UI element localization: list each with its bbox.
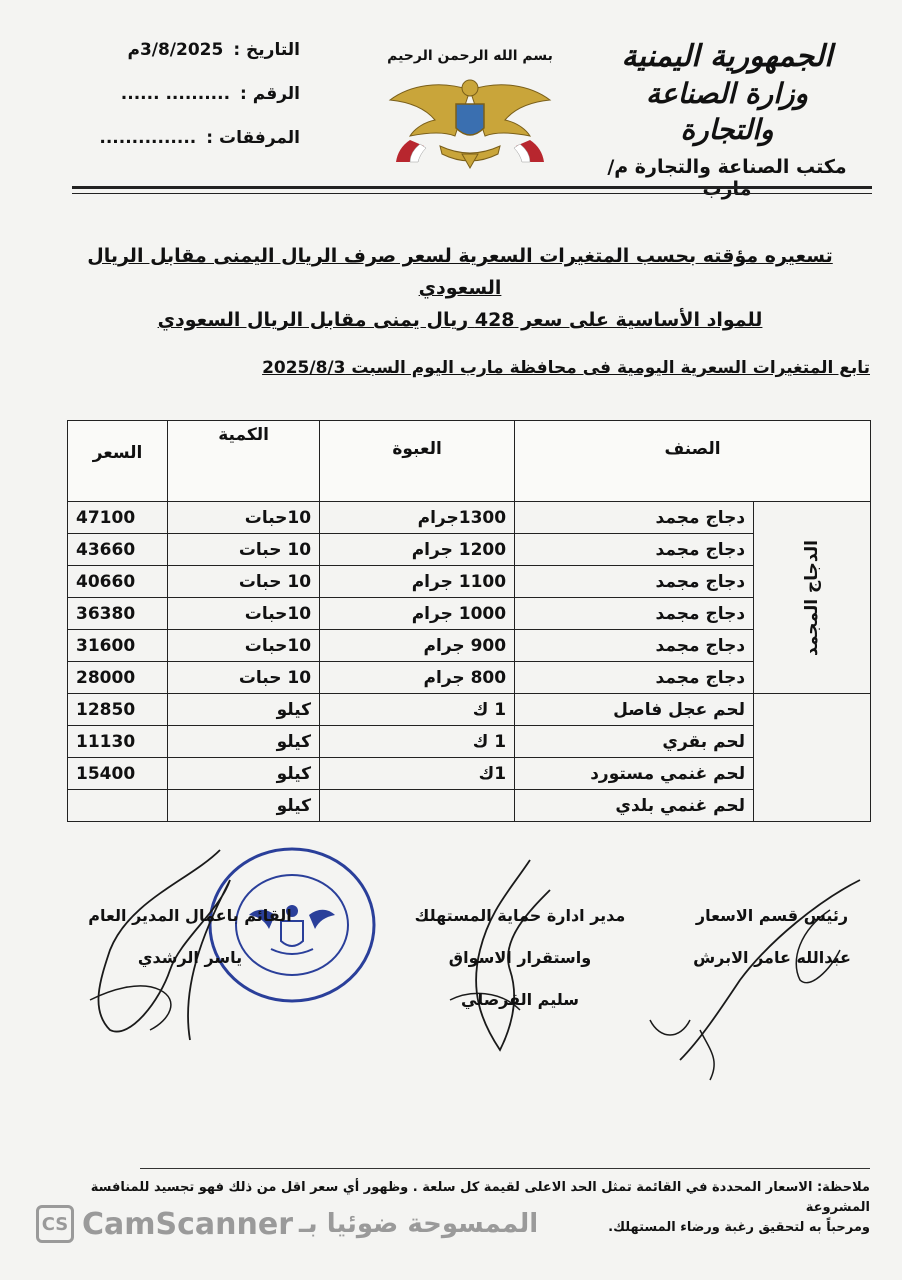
table-row <box>68 630 871 662</box>
title-line-2: للمواد الأساسية على سعر 428 ريال يمنى مقابل الريال السعودي <box>157 309 763 331</box>
camscanner-name: CamScanner <box>82 1206 294 1242</box>
cell-price: 28000 <box>68 662 168 694</box>
cell-price: 11130 <box>68 726 168 758</box>
cell-item: دجاج مجمد <box>515 598 754 630</box>
table-row <box>68 694 871 726</box>
cell-qty: كيلو <box>168 726 320 758</box>
cell-price: 15400 <box>68 758 168 790</box>
camscanner-logo-icon: CS <box>36 1205 74 1243</box>
number-row <box>70 72 300 116</box>
cell-qty: 10 حبات <box>168 566 320 598</box>
cell-pack: 1300جرام <box>320 502 515 534</box>
cell-qty: كيلو <box>168 758 320 790</box>
date-label: التاريخ : <box>233 40 300 60</box>
header-qty: الكمية <box>168 421 320 502</box>
cell-qty: كيلو <box>168 694 320 726</box>
cell-pack <box>320 790 515 822</box>
table-row <box>68 598 871 630</box>
cell-pack: 800 جرام <box>320 662 515 694</box>
cell-qty: 10حبات <box>168 598 320 630</box>
yemen-emblem-icon <box>370 70 570 174</box>
signature-prices-head <box>672 895 872 979</box>
category-cell <box>754 502 871 694</box>
note-line-1: ملاحظة: الاسعار المحددة في القائمة تمثل الحد الاعلى لقيمة كل سلعة . وظهور أي سعر اقل من ذلك فهو تجسيد للمنافسة المشروعة <box>90 1180 870 1215</box>
sig2-name: سليم القرصلي <box>460 990 580 1009</box>
attachments-value: ............... <box>99 128 197 148</box>
cell-pack: 900 جرام <box>320 630 515 662</box>
table-row <box>68 662 871 694</box>
letterhead-right <box>597 38 857 200</box>
cell-price <box>68 790 168 822</box>
reference-block <box>70 28 300 160</box>
cell-item: دجاج مجمد <box>515 502 754 534</box>
header-divider-thin <box>72 193 872 194</box>
cell-pack: 1 ك <box>320 726 515 758</box>
attachments-row <box>70 116 300 160</box>
date-value: 3/8/2025م <box>127 40 224 60</box>
cell-qty: 10حبات <box>168 502 320 534</box>
cell-item: دجاج مجمد <box>515 566 754 598</box>
note-line-2: ومرحباً به لتحقيق رغبة ورضاء المستهلك. <box>608 1220 870 1235</box>
office-name: مكتب الصناعة والتجارة م/مارب <box>607 156 847 200</box>
cell-pack: 1000 جرام <box>320 598 515 630</box>
cell-item: لحم بقري <box>515 726 754 758</box>
republic-name: الجمهورية اليمنية <box>621 39 833 74</box>
table-row <box>68 502 871 534</box>
document-title <box>60 240 860 336</box>
header-price: السعر <box>68 421 168 502</box>
cell-price: 31600 <box>68 630 168 662</box>
cell-price: 47100 <box>68 502 168 534</box>
cell-qty: 10 حبات <box>168 662 320 694</box>
sig2-title2: واستقرار الاسواق <box>448 948 592 967</box>
cell-item: دجاج مجمد <box>515 630 754 662</box>
sig3-name: ياسر الرشدي <box>137 948 243 967</box>
cell-price: 12850 <box>68 694 168 726</box>
table-row <box>68 534 871 566</box>
price-table <box>67 420 871 822</box>
number-value: .......... ...... <box>120 84 231 104</box>
signature-director <box>60 895 320 979</box>
date-row <box>70 28 300 72</box>
category-label: الدجاج المجمد <box>802 539 823 656</box>
cell-item: لحم غنمي مستورد <box>515 758 754 790</box>
table-row <box>68 726 871 758</box>
cell-item: دجاج مجمد <box>515 662 754 694</box>
sig2-title: مدير ادارة حماية المستهلك <box>414 906 626 925</box>
cell-item: لحم غنمي بلدي <box>515 790 754 822</box>
cell-qty: 10 حبات <box>168 534 320 566</box>
cell-pack: 1ك <box>320 758 515 790</box>
camscanner-arabic: الممسوحة ضوئيا بـ <box>299 1209 539 1239</box>
table-row <box>68 758 871 790</box>
number-label: الرقم : <box>240 84 300 104</box>
ministry-name: وزارة الصناعة والتجارة <box>645 77 809 146</box>
table-row <box>68 566 871 598</box>
cell-qty: كيلو <box>168 790 320 822</box>
table-header-row <box>68 421 871 502</box>
cell-price: 36380 <box>68 598 168 630</box>
sig1-title: رئيس قسم الاسعار <box>695 906 849 925</box>
category-cell-empty <box>754 694 871 822</box>
header-item: الصنف <box>515 421 871 502</box>
cell-pack: 1200 جرام <box>320 534 515 566</box>
cell-item: لحم عجل فاصل <box>515 694 754 726</box>
sig1-name: عبدالله عامر الابرش <box>693 948 851 967</box>
attachments-label: المرفقات : <box>206 128 300 148</box>
cell-price: 43660 <box>68 534 168 566</box>
footer-divider <box>140 1168 870 1169</box>
cell-qty: 10حبات <box>168 630 320 662</box>
table-row <box>68 790 871 822</box>
cell-price: 40660 <box>68 566 168 598</box>
title-line-1: تسعيره مؤقته بحسب المتغيرات السعرية لسعر صرف الريال اليمنى مقابل الريال السعودي <box>87 245 833 299</box>
cell-pack: 1 ك <box>320 694 515 726</box>
signature-consumer-protection <box>400 895 640 1021</box>
cell-item: دجاج مجمد <box>515 534 754 566</box>
letterhead-center <box>370 48 570 174</box>
basmala: بسم الله الرحمن الرحيم <box>387 48 553 64</box>
camscanner-watermark <box>36 1205 538 1243</box>
cell-pack: 1100 جرام <box>320 566 515 598</box>
header-divider <box>72 186 872 189</box>
header-pack: العبوة <box>320 421 515 502</box>
document-subtitle: تابع المتغيرات السعرية اليومية فى محافظة مارب اليوم السبت 2025/8/3 <box>262 358 870 378</box>
sig3-title: القائم باعمال المدير العام <box>88 906 292 925</box>
